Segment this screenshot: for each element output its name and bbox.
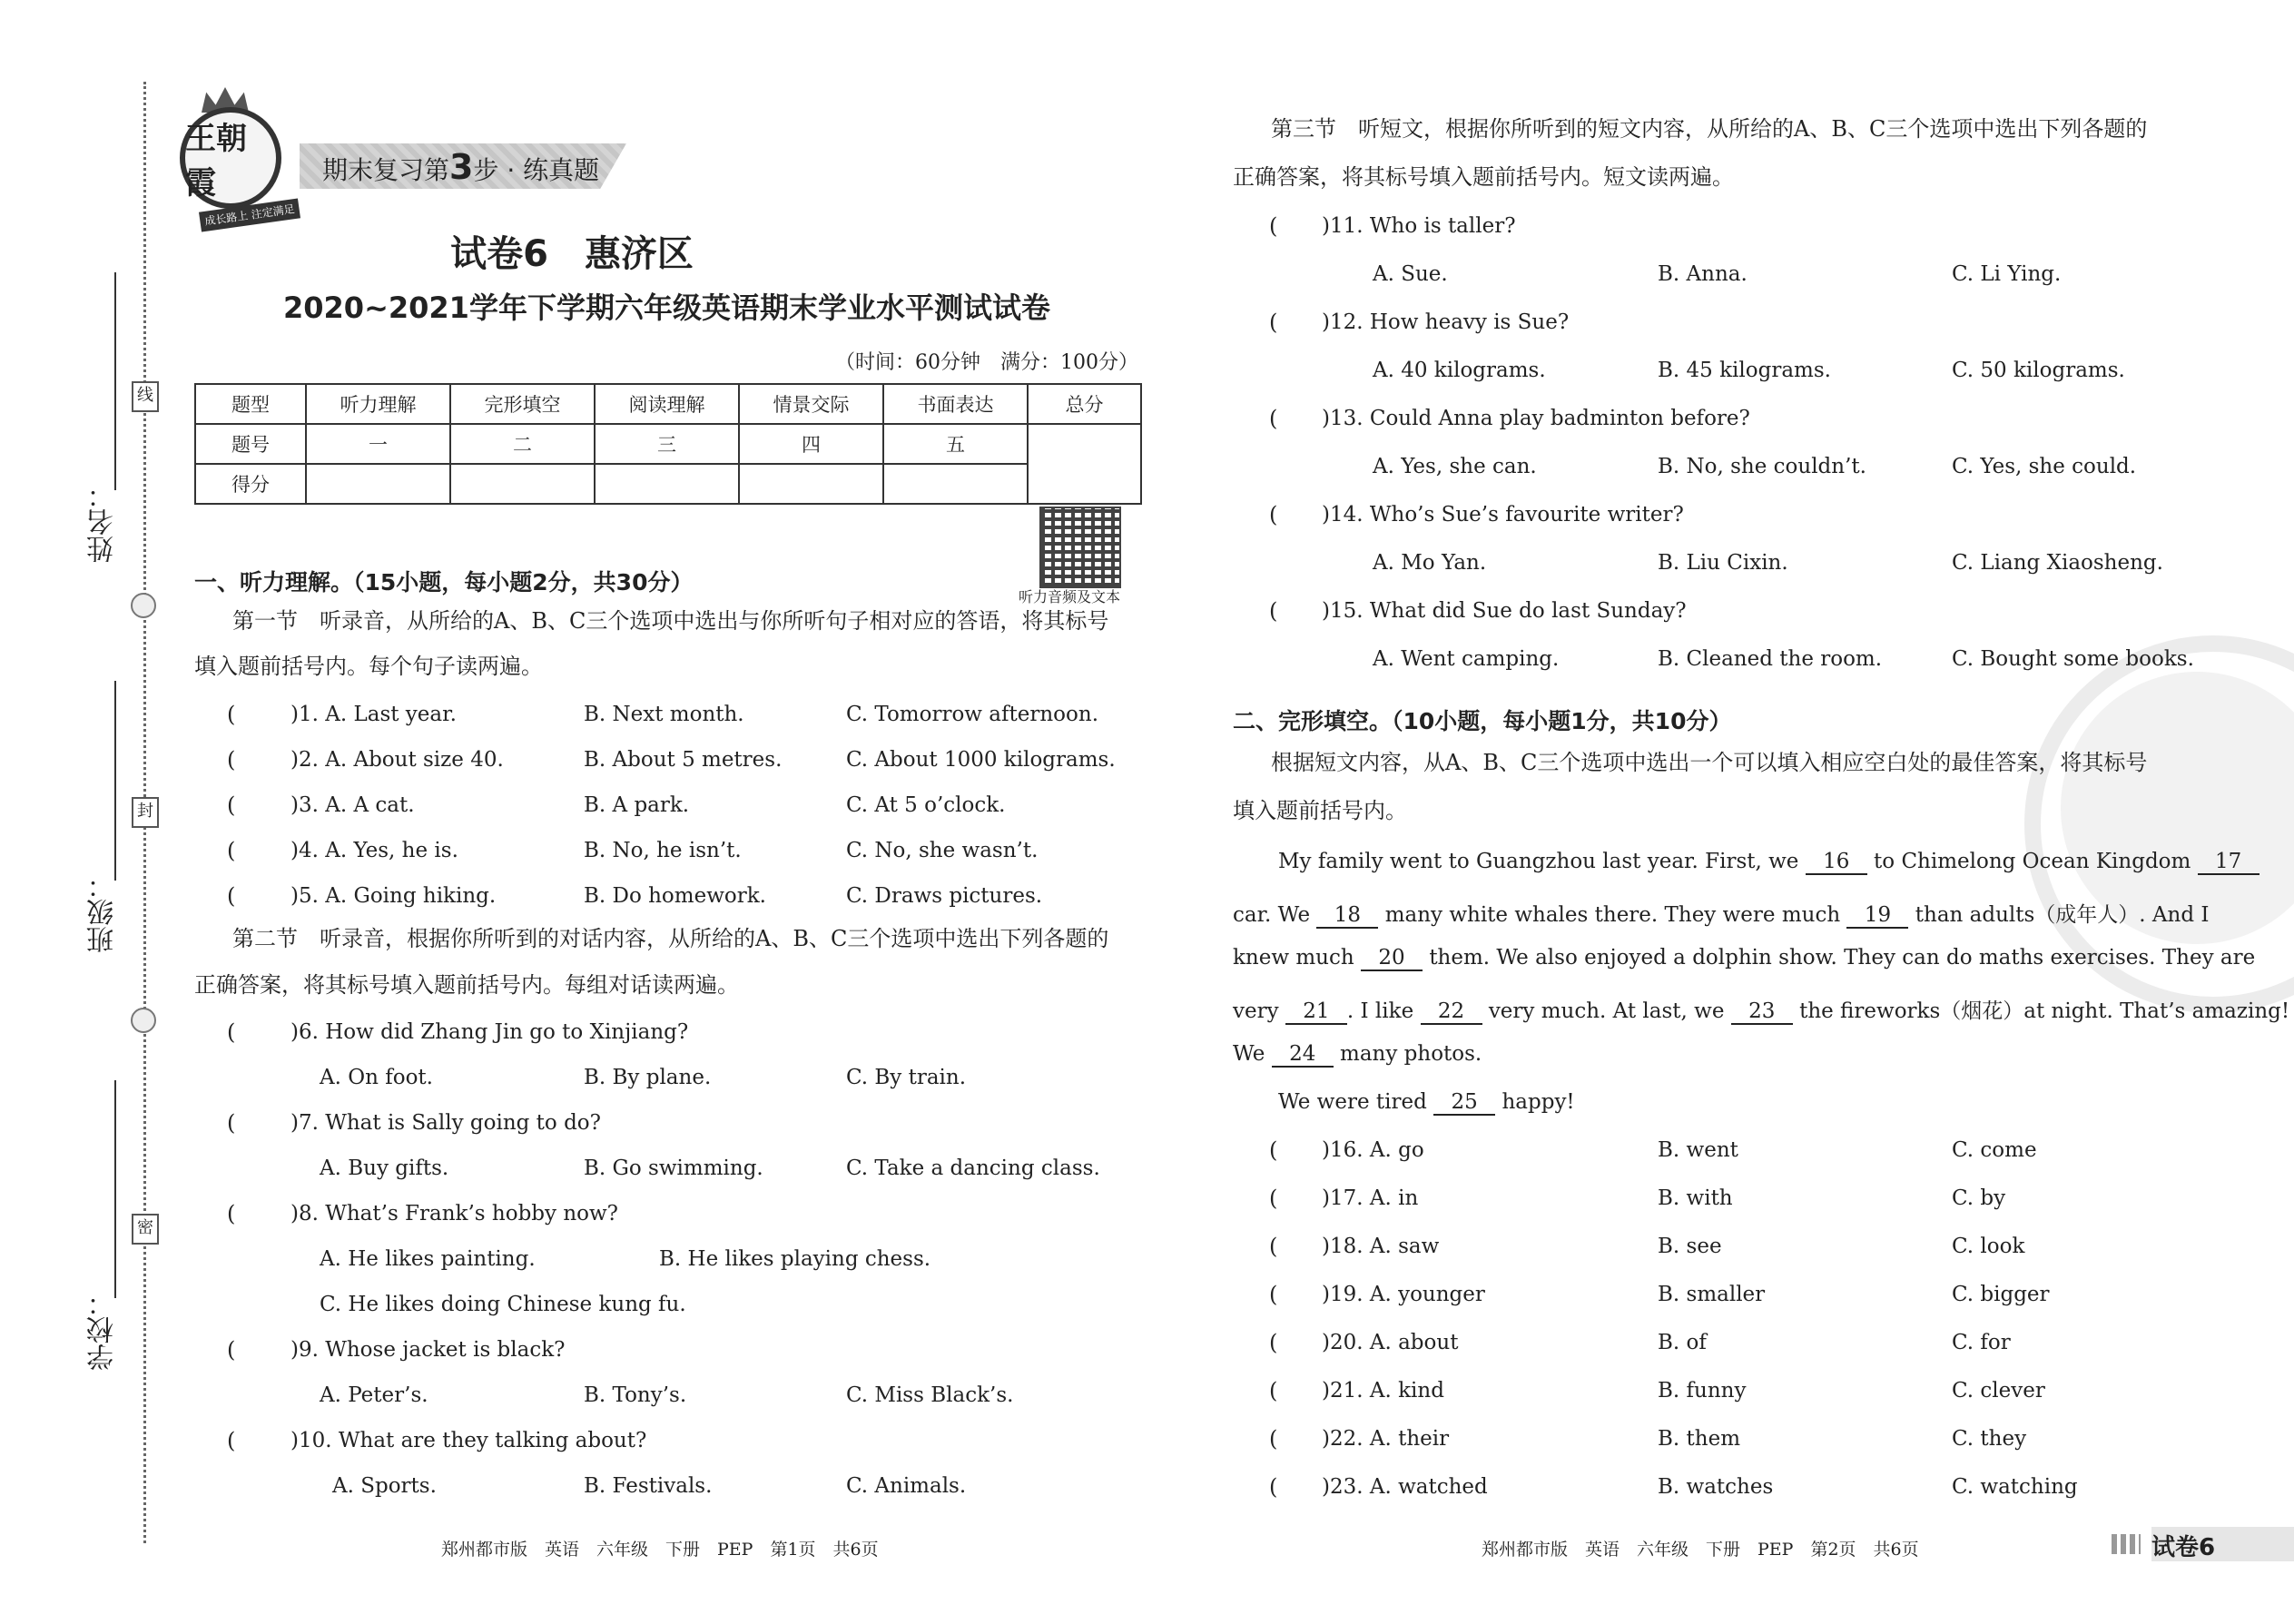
answer-bracket[interactable]: (: [227, 702, 236, 727]
passage-text: knew much: [1233, 946, 1354, 969]
school-field[interactable]: [114, 1080, 116, 1298]
cloze-blank-16[interactable]: 16: [1806, 850, 1867, 875]
cloze-instruction: 根据短文内容，从A、B、C三个选项中选出一个可以填入相应空白处的最佳答案，将其标号: [1271, 750, 2148, 775]
question-10: )10. What are they talking about?: [290, 1429, 647, 1452]
question-23: )23. A. watched: [1322, 1475, 1488, 1499]
cloze-passage-line: [1233, 898, 2209, 929]
q19-option-c: C. bigger: [1952, 1283, 2050, 1306]
q11-option-c: C. Li Ying.: [1952, 262, 2062, 286]
page-footer-right: 郑州都市版 英语 六年级 下册 PEP 第2页 共6页: [1482, 1540, 1919, 1560]
table-cell: 一: [306, 424, 450, 464]
answer-bracket[interactable]: (: [1269, 1474, 1278, 1500]
binding-char-xian: 线: [132, 381, 159, 412]
table-cell: 完形填空: [450, 384, 595, 424]
table-cell: 四: [739, 424, 883, 464]
question-16: )16. A. go: [1322, 1138, 1424, 1162]
cloze-passage-line: [1278, 1090, 1575, 1116]
passage-text: . I like: [1346, 999, 1414, 1023]
answer-bracket[interactable]: (: [227, 747, 236, 773]
table-cell: 题型: [195, 384, 306, 424]
q20-option-c: C. for: [1952, 1331, 2011, 1354]
q14-option-c: C. Liang Xiaosheng.: [1952, 551, 2163, 575]
table-cell: 书面表达: [883, 384, 1028, 424]
question-7: )7. What is Sally going to do?: [290, 1111, 601, 1135]
part1-instruction: 第一节 听录音，从所给的A、B、C三个选项中选出与你所听句子相对应的答语，将其标号: [232, 608, 1109, 634]
q18-option-b: B. see: [1658, 1235, 1722, 1258]
question-11: )11. Who is taller?: [1322, 214, 1516, 238]
answer-bracket[interactable]: (: [1269, 1282, 1278, 1307]
question-2: )2. A. About size 40.: [290, 748, 504, 772]
passage-text: happy!: [1501, 1090, 1575, 1114]
q6-option-c: C. By train.: [846, 1066, 967, 1089]
q11-option-b: B. Anna.: [1658, 262, 1748, 286]
question-4: )4. A. Yes, he is.: [290, 839, 458, 862]
q9-option-b: B. Tony’s.: [584, 1383, 687, 1407]
class-field[interactable]: [114, 681, 116, 881]
binding-hole-icon: [131, 593, 156, 618]
answer-bracket[interactable]: (: [1269, 406, 1278, 431]
passage-text: many photos.: [1340, 1042, 1482, 1066]
q4-option-b: B. No, he isn’t.: [584, 839, 742, 862]
cloze-blank-22[interactable]: 22: [1421, 999, 1482, 1025]
q9-option-c: C. Miss Black’s.: [846, 1383, 1014, 1407]
cloze-blank-23[interactable]: 23: [1731, 999, 1793, 1025]
question-22: )22. A. their: [1322, 1427, 1450, 1451]
cloze-blank-24[interactable]: 24: [1272, 1042, 1334, 1068]
section2-heading: 二、完形填空。（10小题，每小题1分，共10分）: [1233, 708, 1732, 734]
table-cell: 总分: [1028, 384, 1141, 424]
question-14: )14. Who’s Sue’s favourite writer?: [1322, 503, 1684, 527]
part2-instruction-cont: 正确答案，将其标号填入题前括号内。每组对话读两遍。: [194, 972, 739, 998]
q8-option-c: C. He likes doing Chinese kung fu.: [320, 1293, 686, 1316]
cloze-blank-19[interactable]: 19: [1846, 903, 1908, 929]
cloze-instruction-cont: 填入题前括号内。: [1233, 798, 1407, 823]
publisher-logo: 王朝霞: [180, 107, 281, 209]
q10-option-a: A. Sports.: [332, 1474, 437, 1498]
q7-option-c: C. Take a dancing class.: [846, 1156, 1100, 1180]
table-cell: 得分: [195, 464, 306, 504]
answer-bracket[interactable]: (: [1269, 1378, 1278, 1403]
q13-option-c: C. Yes, she could.: [1952, 455, 2137, 478]
question-13: )13. Could Anna play badminton before?: [1322, 407, 1750, 430]
answer-bracket[interactable]: (: [227, 1201, 236, 1226]
answer-bracket[interactable]: (: [227, 1019, 236, 1045]
q2-option-c: C. About 1000 kilograms.: [846, 748, 1116, 772]
cloze-blank-18[interactable]: 18: [1316, 903, 1378, 929]
score-table: [194, 383, 1142, 505]
question-20: )20. A. about: [1322, 1331, 1459, 1354]
paper-subtitle: 2020~2021学年下学期六年级英语期末学业水平测试试卷: [283, 290, 1050, 325]
q6-option-b: B. By plane.: [584, 1066, 712, 1089]
cloze-passage-line: [1233, 994, 2289, 1025]
q23-option-c: C. watching: [1952, 1475, 2078, 1499]
answer-bracket[interactable]: (: [227, 838, 236, 863]
question-21: )21. A. kind: [1322, 1379, 1444, 1403]
q8-option-b: B. He likes playing chess.: [659, 1247, 931, 1271]
total-score-cell[interactable]: [1028, 424, 1141, 504]
table-row: [195, 424, 1141, 464]
question-15: )15. What did Sue do last Sunday?: [1322, 599, 1687, 623]
class-label: 班级：: [87, 871, 119, 953]
q8-option-a: A. He likes painting.: [320, 1247, 536, 1271]
table-cell: 阅读理解: [595, 384, 739, 424]
answer-bracket[interactable]: (: [227, 1110, 236, 1136]
q3-option-c: C. At 5 o’clock.: [846, 793, 1006, 817]
q21-option-c: C. clever: [1952, 1379, 2045, 1403]
q15-option-a: A. Went camping.: [1373, 647, 1560, 671]
q5-option-b: B. Do homework.: [584, 884, 766, 908]
table-row: [195, 384, 1141, 424]
passage-text: very: [1233, 999, 1279, 1023]
answer-bracket[interactable]: (: [1269, 1426, 1278, 1452]
passage-text: them. We also enjoyed a dolphin show. They can do maths exercises. They are: [1429, 946, 2256, 969]
paper-title: 试卷6 惠济区: [450, 233, 694, 275]
step-banner-text: 期末复习第3步 · 练真题: [322, 147, 600, 187]
q2-option-b: B. About 5 metres.: [584, 748, 783, 772]
q17-option-b: B. with: [1658, 1186, 1733, 1210]
answer-bracket[interactable]: (: [227, 1428, 236, 1453]
question-3: )3. A. A cat.: [290, 793, 415, 817]
q16-option-b: B. went: [1658, 1138, 1738, 1162]
binding-hole-icon: [131, 1008, 156, 1033]
question-18: )18. A. saw: [1322, 1235, 1440, 1258]
answer-bracket[interactable]: (: [1269, 1186, 1278, 1211]
question-8: )8. What’s Frank’s hobby now?: [290, 1202, 618, 1225]
passage-text: car. We: [1233, 903, 1311, 927]
cloze-blank-20[interactable]: 20: [1361, 946, 1423, 971]
time-info: （时间：60分钟 满分：100分）: [835, 351, 1138, 374]
q15-option-c: C. Bought some books.: [1952, 647, 2194, 671]
q9-option-a: A. Peter’s.: [320, 1383, 428, 1407]
q17-option-c: C. by: [1952, 1186, 2006, 1210]
q11-option-a: A. Sue.: [1373, 262, 1448, 286]
score-cell[interactable]: [595, 464, 739, 504]
answer-bracket[interactable]: (: [227, 792, 236, 818]
q3-option-b: B. A park.: [584, 793, 690, 817]
cloze-blank-21[interactable]: 21: [1285, 999, 1347, 1025]
q5-option-c: C. Draws pictures.: [846, 884, 1043, 908]
q4-option-c: C. No, she wasn’t.: [846, 839, 1039, 862]
page-tab-label: 试卷6: [2151, 1534, 2216, 1561]
answer-bracket[interactable]: (: [227, 883, 236, 909]
part3-instruction-cont: 正确答案，将其标号填入题前括号内。短文读两遍。: [1233, 164, 1734, 190]
part2-instruction: 第二节 听录音，根据你所听到的对话内容，从所给的A、B、C三个选项中选出下列各题的: [232, 926, 1109, 951]
passage-text: many white whales there. They were much: [1384, 903, 1841, 927]
cloze-blank-17[interactable]: 17: [2198, 850, 2260, 875]
q15-option-b: B. Cleaned the room.: [1658, 647, 1883, 671]
cloze-passage-line: [1278, 850, 2260, 875]
table-cell: 情景交际: [739, 384, 883, 424]
q23-option-b: B. watches: [1658, 1475, 1774, 1499]
page-footer-left: 郑州都市版 英语 六年级 下册 PEP 第1页 共6页: [441, 1540, 879, 1560]
passage-text: very much. At last, we: [1488, 999, 1725, 1023]
passage-text: We were tired: [1278, 1090, 1427, 1114]
answer-bracket[interactable]: (: [1269, 502, 1278, 527]
table-cell: 听力理解: [306, 384, 450, 424]
score-cell[interactable]: [306, 464, 450, 504]
q19-option-b: B. smaller: [1658, 1283, 1766, 1306]
qr-code-icon[interactable]: [1039, 507, 1121, 588]
q22-option-b: B. them: [1658, 1427, 1741, 1451]
answer-bracket[interactable]: (: [1269, 310, 1278, 335]
q7-option-b: B. Go swimming.: [584, 1156, 763, 1180]
q13-option-a: A. Yes, she can.: [1373, 455, 1537, 478]
binding-char-feng: 封: [132, 797, 159, 828]
answer-bracket[interactable]: (: [227, 1337, 236, 1363]
q16-option-c: C. come: [1952, 1138, 2037, 1162]
passage-text: than adults（成年人）. And I: [1915, 903, 2210, 927]
table-cell: 三: [595, 424, 739, 464]
part1-instruction-cont: 填入题前括号内。每个句子读两遍。: [194, 654, 543, 679]
q1-option-b: B. Next month.: [584, 703, 744, 726]
q7-option-a: A. Buy gifts.: [320, 1156, 449, 1180]
q18-option-c: C. look: [1952, 1235, 2025, 1258]
q22-option-c: C. they: [1952, 1427, 2027, 1451]
q14-option-b: B. Liu Cixin.: [1658, 551, 1788, 575]
passage-text: My family went to Guangzhou last year. First, we: [1278, 850, 1799, 873]
part3-instruction: 第三节 听短文，根据你所听到的短文内容，从所给的A、B、C三个选项中选出下列各题的: [1271, 116, 2148, 142]
question-9: )9. Whose jacket is black?: [290, 1338, 566, 1362]
name-field[interactable]: [114, 272, 116, 490]
q12-option-c: C. 50 kilograms.: [1952, 359, 2125, 382]
q13-option-b: B. No, she couldn’t.: [1658, 455, 1866, 478]
cloze-passage-line: [1233, 946, 2255, 971]
answer-bracket[interactable]: (: [1269, 598, 1278, 624]
question-12: )12. How heavy is Sue?: [1322, 310, 1570, 334]
decorative-squares: [2112, 1534, 2141, 1554]
table-cell: 五: [883, 424, 1028, 464]
q10-option-b: B. Festivals.: [584, 1474, 713, 1498]
table-cell: 二: [450, 424, 595, 464]
question-1: )1. A. Last year.: [290, 703, 457, 726]
qr-caption: 听力音频及文本: [1019, 588, 1121, 605]
answer-bracket[interactable]: (: [1269, 1137, 1278, 1163]
answer-bracket[interactable]: (: [1269, 1234, 1278, 1259]
q12-option-b: B. 45 kilograms.: [1658, 359, 1831, 382]
q21-option-b: B. funny: [1658, 1379, 1747, 1403]
q20-option-b: B. of: [1658, 1331, 1707, 1354]
score-cell[interactable]: [450, 464, 595, 504]
logo-ribbon: 成长路上 注定满足: [199, 198, 300, 231]
question-17: )17. A. in: [1322, 1186, 1419, 1210]
school-label: 学校：: [87, 1289, 119, 1371]
q12-option-a: A. 40 kilograms.: [1373, 359, 1546, 382]
question-19: )19. A. younger: [1322, 1283, 1485, 1306]
q10-option-c: C. Animals.: [846, 1474, 967, 1498]
section1-heading: 一、听力理解。（15小题，每小题2分，共30分）: [194, 569, 694, 595]
cloze-passage-line: [1233, 1042, 1482, 1068]
question-5: )5. A. Going hiking.: [290, 884, 497, 908]
answer-bracket[interactable]: (: [1269, 1330, 1278, 1355]
name-label: 姓名：: [87, 481, 119, 563]
q1-option-c: C. Tomorrow afternoon.: [846, 703, 1098, 726]
passage-text: the fireworks（烟花）at night. That’s amazing!: [1799, 999, 2290, 1023]
table-row: [195, 464, 1141, 504]
passage-text: to Chimelong Ocean Kingdom: [1874, 850, 2191, 873]
score-cell[interactable]: [883, 464, 1028, 504]
q14-option-a: A. Mo Yan.: [1373, 551, 1487, 575]
question-6: )6. How did Zhang Jin go to Xinjiang?: [290, 1020, 689, 1044]
score-cell[interactable]: [739, 464, 883, 504]
binding-char-mi: 密: [132, 1214, 159, 1245]
table-cell: 题号: [195, 424, 306, 464]
passage-text: We: [1233, 1042, 1265, 1066]
q6-option-a: A. On foot.: [320, 1066, 433, 1089]
cloze-blank-25[interactable]: 25: [1433, 1090, 1495, 1116]
answer-bracket[interactable]: (: [1269, 213, 1278, 239]
